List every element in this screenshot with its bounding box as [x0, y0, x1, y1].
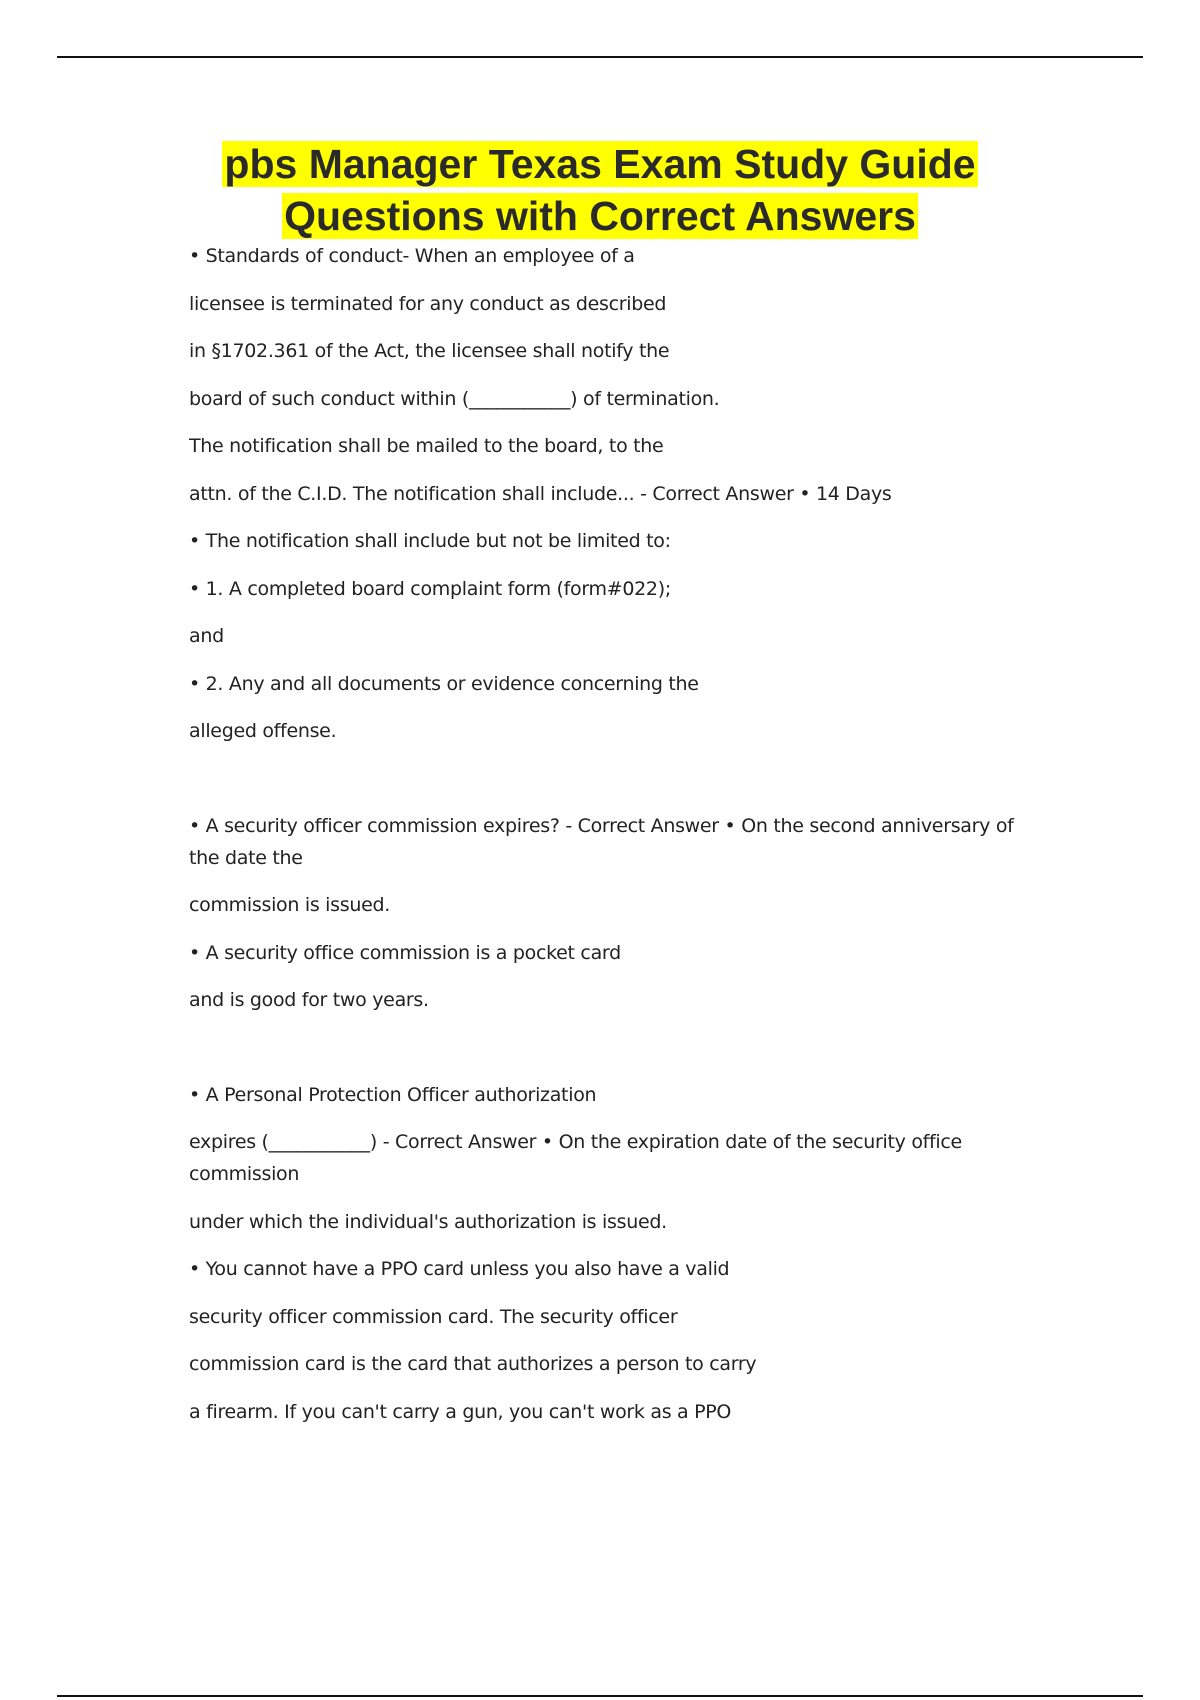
- text-line: board of such conduct within (___________) of termination.: [189, 387, 720, 410]
- section-gap: [189, 763, 1029, 810]
- text-line: licensee is terminated for any conduct as described: [189, 292, 667, 315]
- text-line: alleged offense.: [189, 720, 337, 742]
- text-line: commission is issued.: [189, 894, 390, 916]
- document-title: [0, 138, 1200, 242]
- top-rule: [57, 56, 1143, 58]
- text-line: • A Personal Protection Officer authorization: [189, 1083, 597, 1106]
- text-line: and: [189, 625, 224, 647]
- title-line-2: Questions with Correct Answers: [284, 193, 916, 239]
- text-line: commission card is the card that authorizes a person to carry: [189, 1353, 757, 1375]
- bottom-rule: [57, 1695, 1143, 1697]
- text-line: security officer commission card. The security officer: [189, 1305, 678, 1328]
- text-line: • 2. Any and all documents or evidence concerning the: [189, 672, 699, 695]
- title-line-1: pbs Manager Texas Exam Study Guide: [224, 141, 976, 187]
- text-line: • 1. A completed board complaint form (form#022);: [189, 577, 671, 600]
- text-line: • Standards of conduct- When an employee of a: [189, 245, 635, 267]
- text-line: attn. of the C.I.D. The notification shall include... - Correct Answer • 14 Days: [189, 482, 892, 505]
- text-line: a firearm. If you can't carry a gun, you can't work as a PPO: [189, 1400, 732, 1423]
- text-line: • The notification shall include but not be limited to:: [189, 530, 671, 552]
- text-line: • You cannot have a PPO card unless you also have a valid: [189, 1258, 730, 1280]
- text-line: The notification shall be mailed to the board, to the: [189, 435, 664, 457]
- document-body: [189, 240, 1029, 1443]
- text-line: under which the individual's authorization is issued.: [189, 1210, 667, 1233]
- text-line: and is good for two years.: [189, 989, 429, 1011]
- text-line: • A security office commission is a pocket card: [189, 941, 621, 964]
- text-line: expires (___________) - Correct Answer • On the expiration date of the security office commission: [189, 1131, 968, 1185]
- text-line: in §1702.361 of the Act, the licensee shall notify the: [189, 340, 670, 362]
- text-line: • A security officer commission expires? - Correct Answer • On the second anniversary of the date the: [189, 814, 1020, 869]
- section-gap: [189, 1032, 1029, 1079]
